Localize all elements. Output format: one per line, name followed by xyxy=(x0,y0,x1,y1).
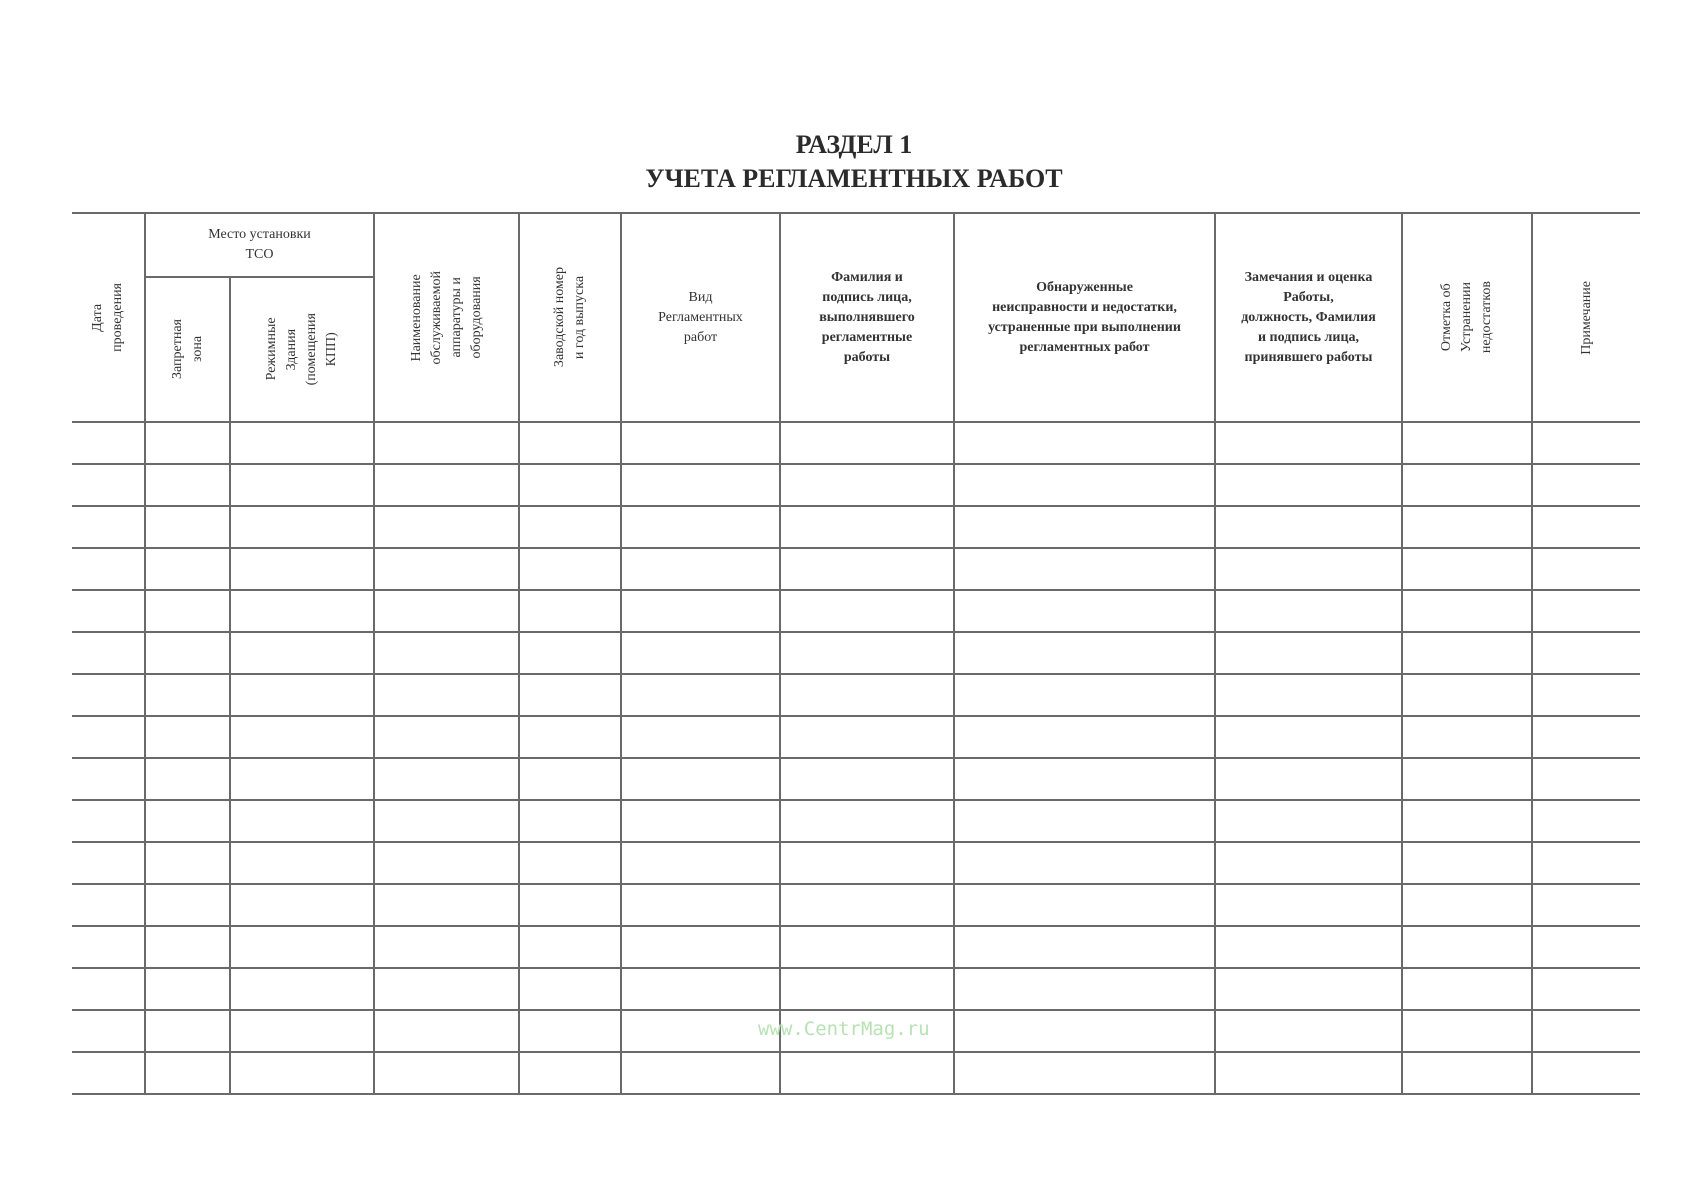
table-row xyxy=(72,1052,1640,1094)
table-cell[interactable] xyxy=(621,506,780,548)
table-cell[interactable] xyxy=(1215,422,1402,464)
table-cell[interactable] xyxy=(145,464,230,506)
table-cell[interactable] xyxy=(1215,590,1402,632)
table-cell[interactable] xyxy=(519,674,621,716)
table-cell[interactable] xyxy=(954,968,1215,1010)
table-cell[interactable] xyxy=(145,716,230,758)
header-performer-label: Фамилия и подпись лица, выполнявшего регламентные работы xyxy=(819,269,915,365)
table-row xyxy=(72,758,1640,800)
table-cell[interactable] xyxy=(72,674,145,716)
table-cell[interactable] xyxy=(519,590,621,632)
table-cell[interactable] xyxy=(1402,632,1532,674)
table-cell[interactable] xyxy=(519,1010,621,1052)
table-cell[interactable] xyxy=(374,422,519,464)
table-row xyxy=(72,842,1640,884)
header-defects xyxy=(954,213,1215,422)
table-cell[interactable] xyxy=(72,1052,145,1094)
table-cell[interactable] xyxy=(954,800,1215,842)
table-cell[interactable] xyxy=(374,800,519,842)
table-cell[interactable] xyxy=(72,464,145,506)
table-cell[interactable] xyxy=(1532,464,1640,506)
header-remarks xyxy=(1215,213,1402,422)
table-cell[interactable] xyxy=(72,926,145,968)
table-cell[interactable] xyxy=(145,590,230,632)
header-defects-label: Обнаруженные неисправности и недостатки, устраненные при выполнении регламентных работ xyxy=(988,279,1181,355)
table-cell[interactable] xyxy=(72,758,145,800)
table-cell[interactable] xyxy=(780,1052,954,1094)
table-cell[interactable] xyxy=(621,1052,780,1094)
table-cell[interactable] xyxy=(780,968,954,1010)
table-cell[interactable] xyxy=(954,632,1215,674)
table-cell[interactable] xyxy=(1215,1052,1402,1094)
table-cell[interactable] xyxy=(1402,716,1532,758)
table-row xyxy=(72,590,1640,632)
table-cell[interactable] xyxy=(374,506,519,548)
table-cell[interactable] xyxy=(72,800,145,842)
table-cell[interactable] xyxy=(230,758,374,800)
table-cell[interactable] xyxy=(374,1052,519,1094)
table-cell[interactable] xyxy=(1402,758,1532,800)
table-cell[interactable] xyxy=(1402,842,1532,884)
table-cell[interactable] xyxy=(1215,842,1402,884)
table-cell[interactable] xyxy=(621,926,780,968)
table-cell[interactable] xyxy=(1215,464,1402,506)
maintenance-log-table xyxy=(72,212,1640,1095)
table-cell[interactable] xyxy=(374,926,519,968)
table-cell[interactable] xyxy=(374,842,519,884)
table-cell[interactable] xyxy=(1215,716,1402,758)
table-cell[interactable] xyxy=(780,716,954,758)
table-row xyxy=(72,716,1640,758)
table-cell[interactable] xyxy=(621,548,780,590)
table-cell[interactable] xyxy=(954,590,1215,632)
table-cell[interactable] xyxy=(374,590,519,632)
table-cell[interactable] xyxy=(374,716,519,758)
table-cell[interactable] xyxy=(519,548,621,590)
table-cell[interactable] xyxy=(230,1052,374,1094)
table-cell[interactable] xyxy=(230,926,374,968)
table-cell[interactable] xyxy=(1402,590,1532,632)
table-row xyxy=(72,548,1640,590)
table-cell[interactable] xyxy=(954,464,1215,506)
table-cell[interactable] xyxy=(621,716,780,758)
table-cell[interactable] xyxy=(954,884,1215,926)
table-cell[interactable] xyxy=(1532,758,1640,800)
header-work-type xyxy=(621,213,780,422)
table-cell[interactable] xyxy=(230,422,374,464)
table-cell[interactable] xyxy=(1402,1010,1532,1052)
table-cell[interactable] xyxy=(780,548,954,590)
header-equipment-name xyxy=(374,213,519,422)
table-cell[interactable] xyxy=(1402,548,1532,590)
header-location-regime xyxy=(230,277,374,422)
table-cell[interactable] xyxy=(621,422,780,464)
table-cell[interactable] xyxy=(230,842,374,884)
table-cell[interactable] xyxy=(72,1010,145,1052)
table-cell[interactable] xyxy=(1532,800,1640,842)
table-cell[interactable] xyxy=(374,674,519,716)
table-cell[interactable] xyxy=(1215,506,1402,548)
table-cell[interactable] xyxy=(145,926,230,968)
table-cell[interactable] xyxy=(954,758,1215,800)
table-cell[interactable] xyxy=(954,506,1215,548)
table-cell[interactable] xyxy=(72,548,145,590)
table-cell[interactable] xyxy=(145,548,230,590)
table-cell[interactable] xyxy=(72,842,145,884)
table-cell[interactable] xyxy=(72,884,145,926)
table-cell[interactable] xyxy=(1215,548,1402,590)
table-cell[interactable] xyxy=(519,506,621,548)
table-cell[interactable] xyxy=(954,548,1215,590)
table-row xyxy=(72,674,1640,716)
table-cell[interactable] xyxy=(780,674,954,716)
table-cell[interactable] xyxy=(1402,1052,1532,1094)
header-serial-number-label: Заводской номер и год выпуска xyxy=(552,267,587,368)
table-cell[interactable] xyxy=(954,1010,1215,1052)
table-cell[interactable] xyxy=(780,884,954,926)
table-cell[interactable] xyxy=(230,548,374,590)
table-cell[interactable] xyxy=(519,1052,621,1094)
table-cell[interactable] xyxy=(1402,422,1532,464)
table-cell[interactable] xyxy=(621,1010,780,1052)
header-remarks-label: Замечания и оценка Работы, должность, Фамилия и подпись лица, принявшего работы xyxy=(1241,269,1376,365)
table-cell[interactable] xyxy=(1215,632,1402,674)
header-elimination xyxy=(1402,213,1532,422)
table-cell[interactable] xyxy=(780,590,954,632)
table-cell[interactable] xyxy=(1532,674,1640,716)
table-body xyxy=(72,422,1640,1094)
header-elimination-label: Отметка об Устранении недостатков xyxy=(1439,281,1494,354)
table-cell[interactable] xyxy=(230,464,374,506)
table-row xyxy=(72,926,1640,968)
table-cell[interactable] xyxy=(1402,884,1532,926)
table-cell[interactable] xyxy=(519,968,621,1010)
table-cell[interactable] xyxy=(1402,506,1532,548)
table-cell[interactable] xyxy=(1532,1052,1640,1094)
table-cell[interactable] xyxy=(1532,632,1640,674)
table-cell[interactable] xyxy=(1215,1010,1402,1052)
table-cell[interactable] xyxy=(145,1010,230,1052)
table-cell[interactable] xyxy=(954,926,1215,968)
table-cell[interactable] xyxy=(519,842,621,884)
header-work-type-label: Вид Регламентных работ xyxy=(658,289,743,345)
table-cell[interactable] xyxy=(780,800,954,842)
table-cell[interactable] xyxy=(145,800,230,842)
table-cell[interactable] xyxy=(780,632,954,674)
table-row xyxy=(72,884,1640,926)
table-cell[interactable] xyxy=(621,800,780,842)
table-cell[interactable] xyxy=(1215,884,1402,926)
table-cell[interactable] xyxy=(145,884,230,926)
table-cell[interactable] xyxy=(374,464,519,506)
table-cell[interactable] xyxy=(780,422,954,464)
table-cell[interactable] xyxy=(519,758,621,800)
table-cell[interactable] xyxy=(1532,1010,1640,1052)
table-cell[interactable] xyxy=(230,590,374,632)
table-cell[interactable] xyxy=(954,422,1215,464)
header-location-label: Место установки ТСО xyxy=(208,227,311,262)
table-cell[interactable] xyxy=(72,506,145,548)
table-row xyxy=(72,464,1640,506)
table-cell[interactable] xyxy=(145,1052,230,1094)
table-cell[interactable] xyxy=(1215,926,1402,968)
table-cell[interactable] xyxy=(780,926,954,968)
table-cell[interactable] xyxy=(954,716,1215,758)
table-cell[interactable] xyxy=(72,590,145,632)
table-cell[interactable] xyxy=(230,716,374,758)
table-cell[interactable] xyxy=(374,758,519,800)
table-cell[interactable] xyxy=(1402,800,1532,842)
table-cell[interactable] xyxy=(519,884,621,926)
header-location-restricted xyxy=(145,277,230,422)
table-cell[interactable] xyxy=(374,632,519,674)
header-equipment-name-label: Наименование обслуживаемой аппаратуры и оборудования xyxy=(408,270,484,365)
table-cell[interactable] xyxy=(1532,884,1640,926)
table-cell[interactable] xyxy=(780,842,954,884)
table-cell[interactable] xyxy=(519,632,621,674)
table-cell[interactable] xyxy=(230,884,374,926)
header-serial-number xyxy=(519,213,621,422)
table-cell[interactable] xyxy=(1532,506,1640,548)
table-cell[interactable] xyxy=(145,674,230,716)
table-cell[interactable] xyxy=(621,968,780,1010)
table-cell[interactable] xyxy=(1215,968,1402,1010)
table-cell[interactable] xyxy=(230,800,374,842)
table-cell[interactable] xyxy=(1532,968,1640,1010)
table-cell[interactable] xyxy=(145,506,230,548)
table-cell[interactable] xyxy=(621,632,780,674)
table-cell[interactable] xyxy=(621,842,780,884)
header-location-restricted-label: Запретная зона xyxy=(169,319,205,380)
table-cell[interactable] xyxy=(1402,464,1532,506)
table-cell[interactable] xyxy=(145,842,230,884)
table-cell[interactable] xyxy=(1532,590,1640,632)
table-row xyxy=(72,422,1640,464)
table-cell[interactable] xyxy=(954,674,1215,716)
table-row xyxy=(72,506,1640,548)
table-cell[interactable] xyxy=(519,716,621,758)
table-cell[interactable] xyxy=(145,422,230,464)
document-title xyxy=(0,128,1708,196)
table-cell[interactable] xyxy=(374,968,519,1010)
table-cell[interactable] xyxy=(230,1010,374,1052)
watermark: www.CentrMag.ru xyxy=(758,1018,930,1040)
table-cell[interactable] xyxy=(780,758,954,800)
header-performer xyxy=(780,213,954,422)
table-cell[interactable] xyxy=(954,842,1215,884)
table-cell[interactable] xyxy=(1532,422,1640,464)
table-cell[interactable] xyxy=(230,674,374,716)
table-cell[interactable] xyxy=(1402,926,1532,968)
table-cell[interactable] xyxy=(780,464,954,506)
table-cell[interactable] xyxy=(1215,800,1402,842)
table-cell[interactable] xyxy=(621,674,780,716)
table-cell[interactable] xyxy=(519,926,621,968)
table-row xyxy=(72,800,1640,842)
table-cell[interactable] xyxy=(145,632,230,674)
table-cell[interactable] xyxy=(1402,968,1532,1010)
table-cell[interactable] xyxy=(1532,548,1640,590)
table-cell[interactable] xyxy=(621,590,780,632)
table-cell[interactable] xyxy=(230,632,374,674)
table-cell[interactable] xyxy=(1532,716,1640,758)
table-cell[interactable] xyxy=(780,506,954,548)
header-date-label: Дата проведения xyxy=(90,283,125,352)
table-cell[interactable] xyxy=(1402,674,1532,716)
table-cell[interactable] xyxy=(72,632,145,674)
table-cell[interactable] xyxy=(72,968,145,1010)
table-row xyxy=(72,632,1640,674)
table-cell[interactable] xyxy=(621,758,780,800)
table-cell[interactable] xyxy=(954,1052,1215,1094)
table-cell[interactable] xyxy=(1532,842,1640,884)
table-cell[interactable] xyxy=(1215,674,1402,716)
table-cell[interactable] xyxy=(374,884,519,926)
title-line-2: УЧЕТА РЕГЛАМЕНТНЫХ РАБОТ xyxy=(645,164,1063,193)
header-date xyxy=(72,213,145,422)
title-line-1: РАЗДЕЛ 1 xyxy=(795,130,913,159)
table-cell[interactable] xyxy=(72,422,145,464)
table-cell[interactable] xyxy=(374,1010,519,1052)
table-row xyxy=(72,968,1640,1010)
table-cell[interactable] xyxy=(145,758,230,800)
table-cell[interactable] xyxy=(621,464,780,506)
table-cell[interactable] xyxy=(1215,758,1402,800)
table-cell[interactable] xyxy=(145,968,230,1010)
table-cell[interactable] xyxy=(230,506,374,548)
table-cell[interactable] xyxy=(519,422,621,464)
header-location xyxy=(145,213,374,277)
table-cell[interactable] xyxy=(519,464,621,506)
table-cell[interactable] xyxy=(1532,926,1640,968)
table-cell[interactable] xyxy=(519,800,621,842)
table-cell[interactable] xyxy=(230,968,374,1010)
table-cell[interactable] xyxy=(374,548,519,590)
header-note xyxy=(1532,213,1640,422)
header-note-label: Примечание xyxy=(1578,280,1594,355)
table-cell[interactable] xyxy=(621,884,780,926)
table-cell[interactable] xyxy=(72,716,145,758)
header-location-regime-label: Режимные Здания (помещения КПП) xyxy=(264,313,339,386)
